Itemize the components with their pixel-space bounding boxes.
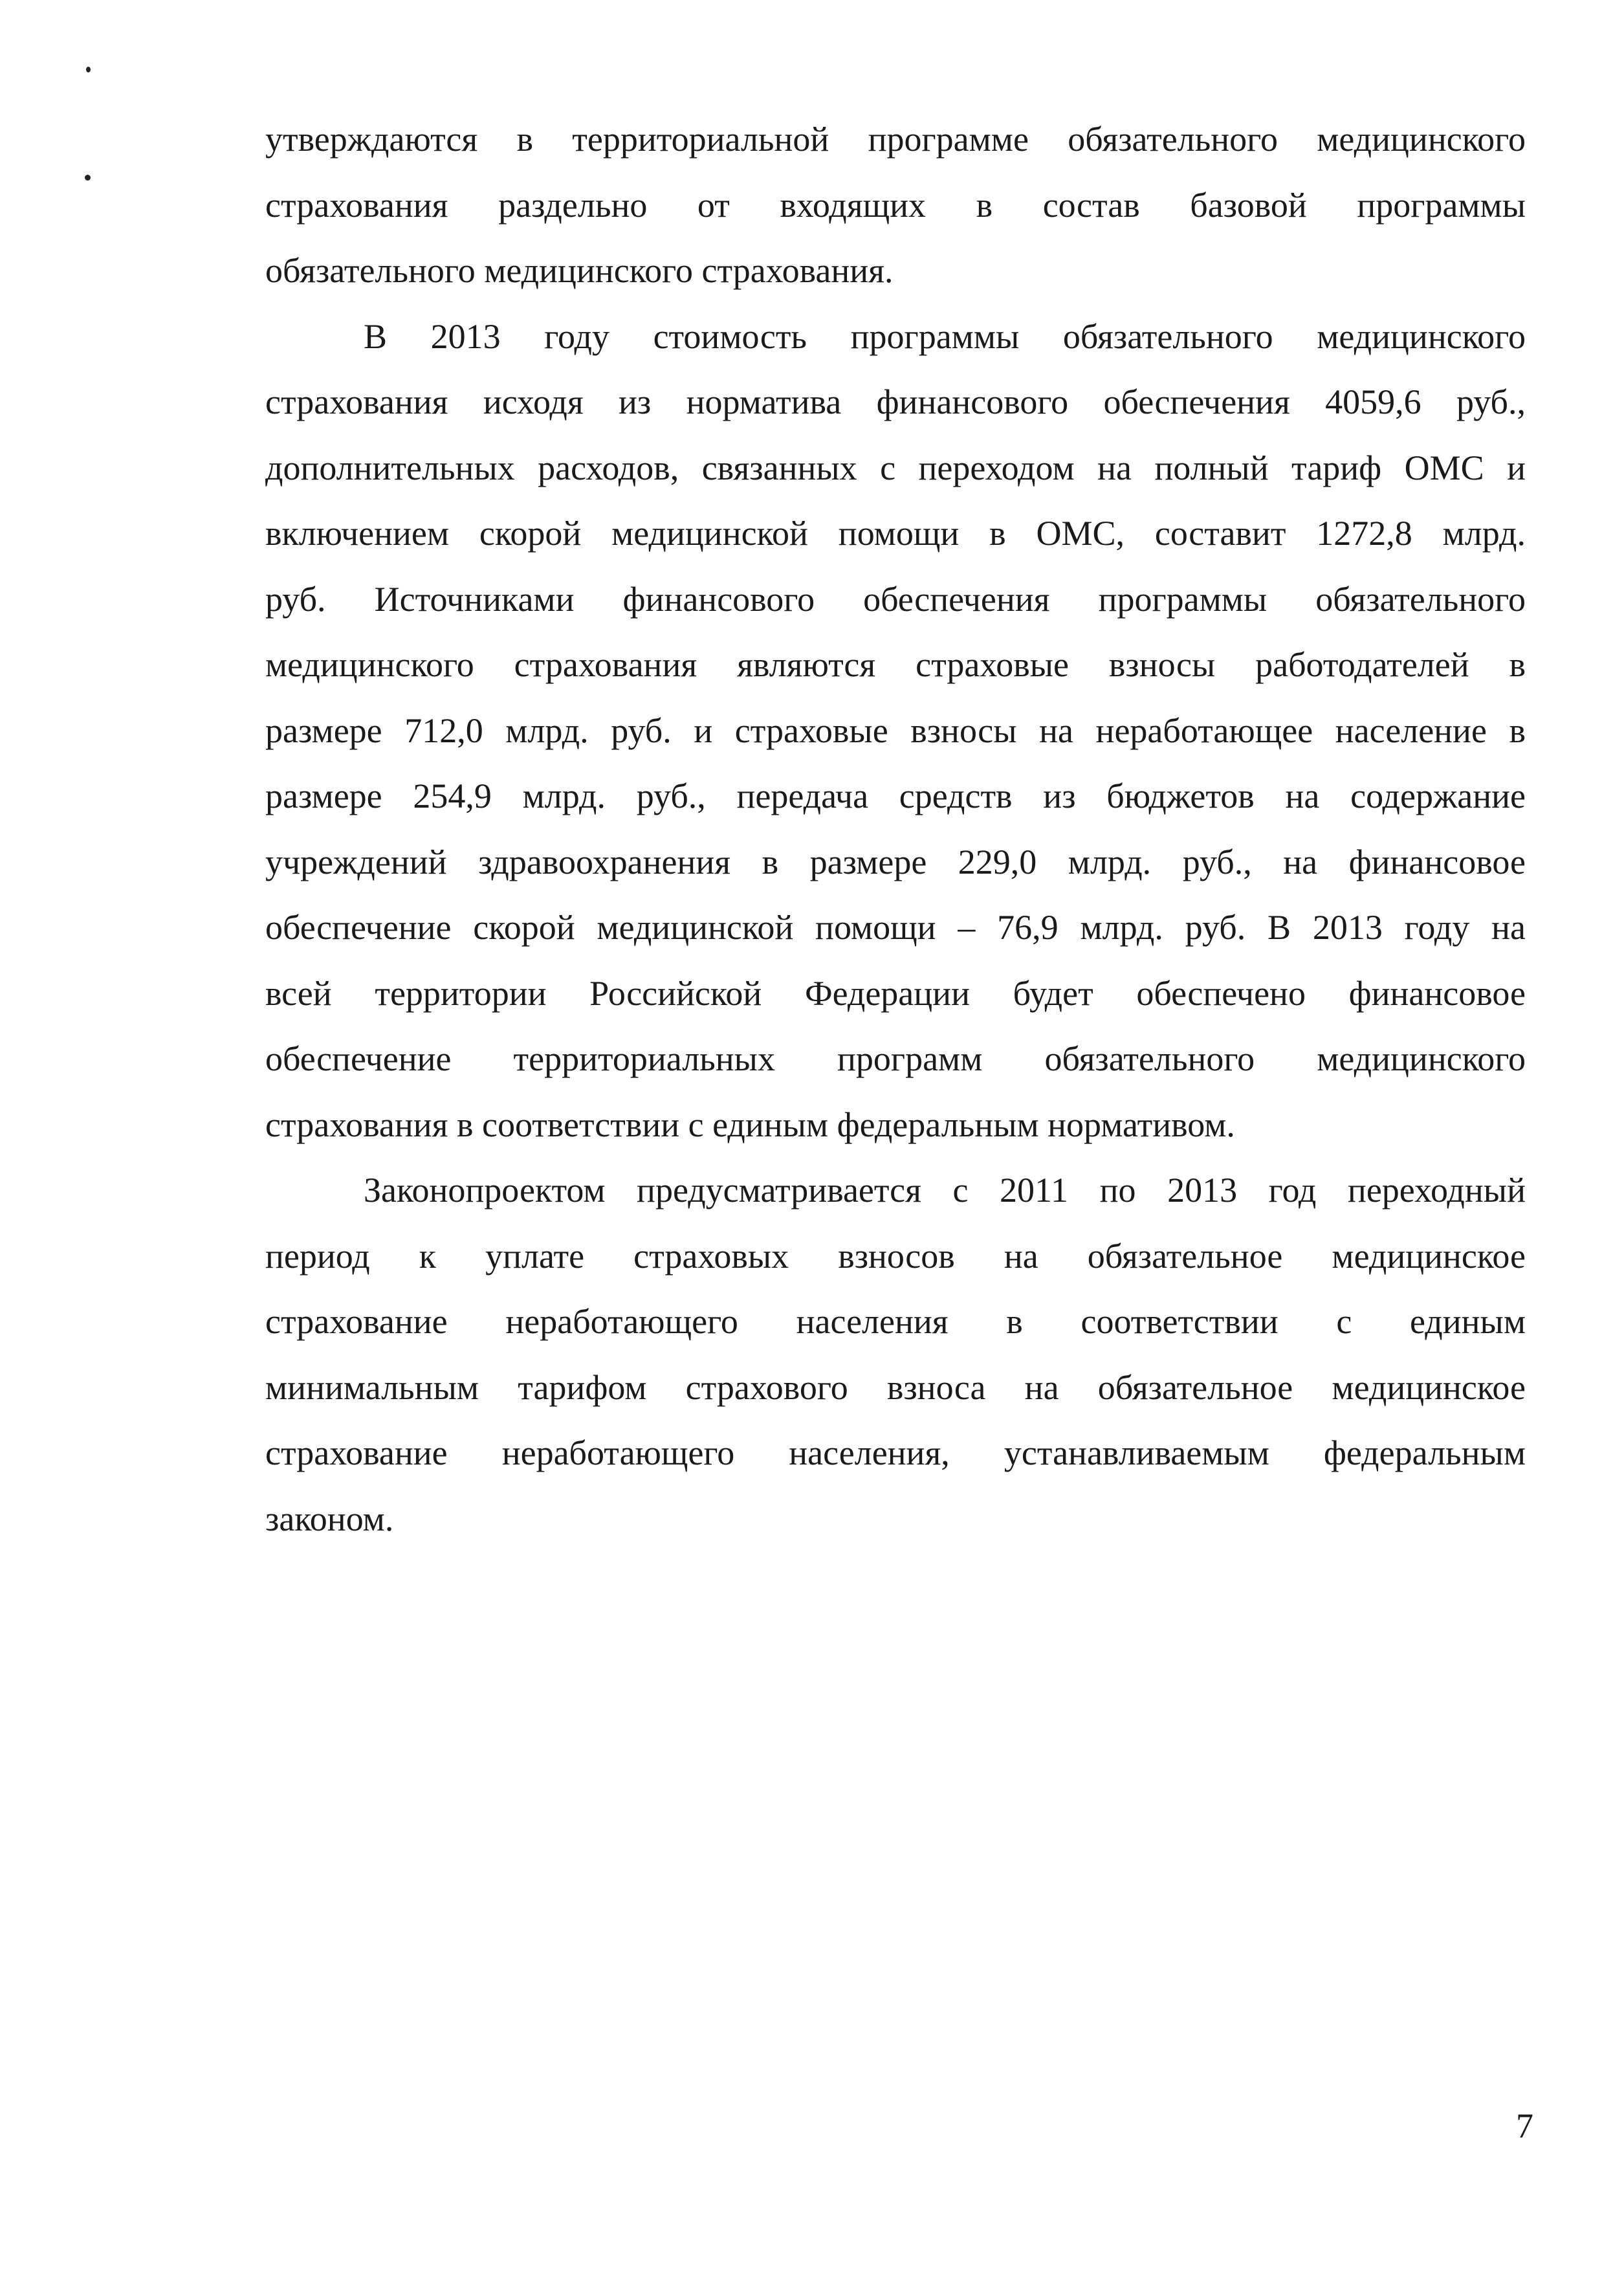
text-line: страхования исходя из норматива финансового обеспечения 4059,6 руб., (265, 382, 1526, 421)
text-line: период к уплате страховых взносов на обязательное медицинское (265, 1236, 1526, 1276)
scan-artifact-dot (86, 67, 91, 72)
text-line: включением скорой медицинской помощи в ОМС, составит 1272,8 млрд. (265, 514, 1526, 553)
text-line: дополнительных расходов, связанных с переходом на полный тариф ОМС и (265, 448, 1526, 487)
page-number: 7 (1516, 2106, 1533, 2145)
paragraph-1 (265, 107, 1526, 304)
text-line: Законопроектом предусматривается с 2011 по 2013 год переходный (364, 1171, 1526, 1210)
text-line: всей территории Российской Федерации будет обеспечено финансовое (265, 973, 1526, 1013)
text-line: обязательного медицинского страхования. (265, 251, 894, 290)
paragraph-2 (265, 304, 1526, 1158)
text-line: размере 712,0 млрд. руб. и страховые взносы на неработающее население в (265, 711, 1526, 750)
text-line: страхования раздельно от входящих в состав базовой программы (265, 185, 1526, 225)
text-line: утверждаются в территориальной программе обязательного медицинского (265, 120, 1526, 159)
text-line: медицинского страхования являются страховые взносы работодателей в (265, 645, 1526, 684)
paragraph-3 (265, 1158, 1526, 1552)
scan-artifact-dot (85, 175, 91, 181)
text-line: страхования в соответствии с единым федеральным нормативом. (265, 1105, 1235, 1144)
text-line: обеспечение скорой медицинской помощи – 76,9 млрд. руб. В 2013 году на (265, 908, 1526, 947)
text-line: учреждений здравоохранения в размере 229,0 млрд. руб., на финансовое (265, 842, 1526, 881)
text-line: законом. (265, 1499, 394, 1538)
text-line: страхование неработающего населения, устанавливаемым федеральным (265, 1433, 1526, 1472)
text-line: размере 254,9 млрд. руб., передача средств из бюджетов на содержание (265, 777, 1526, 815)
text-line: минимальным тарифом страхового взноса на обязательное медицинское (265, 1367, 1526, 1407)
text-line: страхование неработающего населения в соответствии с единым (265, 1302, 1526, 1341)
text-line: обеспечение территориальных программ обязательного медицинского (265, 1039, 1526, 1078)
document-body (265, 107, 1526, 1552)
text-line: руб. Источниками финансового обеспечения программы обязательного (265, 579, 1526, 619)
text-line: В 2013 году стоимость программы обязательного медицинского (364, 316, 1526, 356)
